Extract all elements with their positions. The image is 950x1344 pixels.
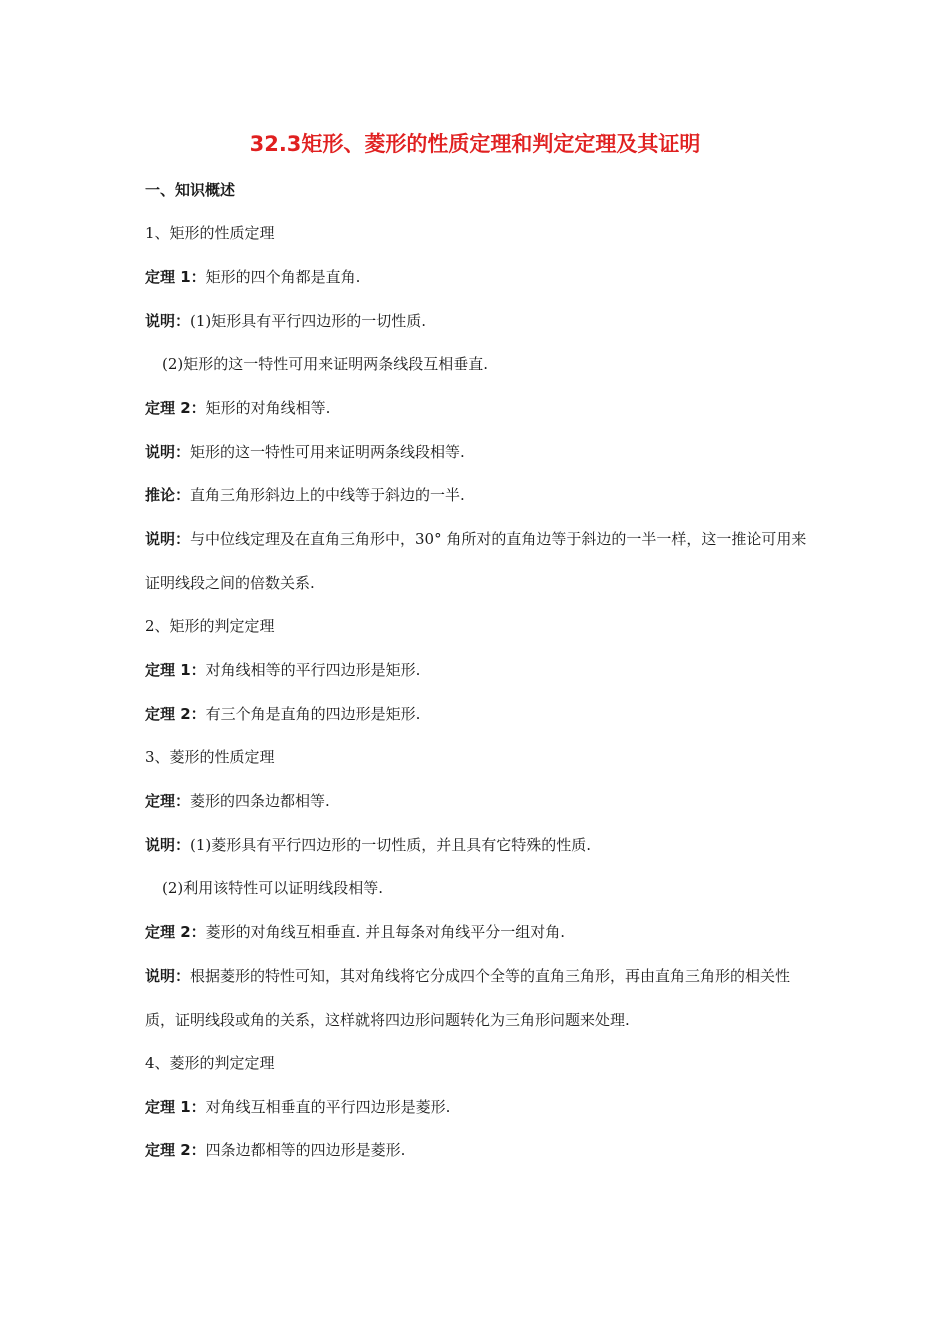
theorem-line bbox=[145, 1095, 810, 1119]
line-text: 与中位线定理及在直角三角形中，30° 角所对的直角边等于斜边的一半一样，这一推论可用来证明线段之间的倍数关系. bbox=[145, 530, 807, 592]
theorem-line bbox=[145, 1138, 810, 1162]
line-text: 对角线相等的平行四边形是矩形. bbox=[205, 661, 421, 679]
line-label: 定理： bbox=[145, 792, 191, 810]
line-text: 矩形的这一特性可用来证明两条线段相等. bbox=[190, 443, 465, 461]
line-text: 3、菱形的性质定理 bbox=[145, 748, 275, 766]
line-text: (1)矩形具有平行四边形的一切性质. bbox=[190, 312, 427, 330]
line-label: 定理 1： bbox=[145, 1098, 206, 1116]
theorem-line bbox=[145, 658, 810, 682]
line-label: 定理 2： bbox=[145, 705, 206, 723]
note-line bbox=[145, 309, 810, 333]
line-text: 根据菱形的特性可知，其对角线将它分成四个全等的直角三角形，再由直角三角形的相关性质，证明线段或角的关系，这样就将四边形问题转化为三角形问题来处理. bbox=[145, 967, 791, 1029]
line-text: 直角三角形斜边上的中线等于斜边的一半. bbox=[190, 486, 465, 504]
line-text: 4、菱形的判定定理 bbox=[145, 1054, 275, 1072]
line-text: 四条边都相等的四边形是菱形. bbox=[205, 1141, 406, 1159]
subsection-heading bbox=[145, 614, 810, 638]
note-paragraph bbox=[145, 954, 810, 1042]
theorem-line bbox=[145, 396, 810, 420]
subsection-heading bbox=[145, 221, 810, 245]
theorem-line bbox=[145, 702, 810, 726]
line-text: (2)利用该特性可以证明线段相等. bbox=[162, 879, 384, 897]
subsection-heading bbox=[145, 745, 810, 769]
line-label: 说明： bbox=[145, 967, 191, 985]
line-text: 菱形的对角线互相垂直. 并且每条对角线平分一组对角. bbox=[205, 923, 565, 941]
line-label: 说明： bbox=[145, 312, 191, 330]
corollary-line bbox=[145, 483, 810, 507]
line-label: 说明： bbox=[145, 530, 191, 548]
line-text: 1、矩形的性质定理 bbox=[145, 224, 275, 242]
line-label: 定理 1： bbox=[145, 268, 206, 286]
line-text: 矩形的对角线相等. bbox=[205, 399, 331, 417]
note-continuation bbox=[162, 352, 827, 376]
section-heading: 一、知识概述 bbox=[145, 181, 236, 199]
subsection-heading bbox=[145, 1051, 810, 1075]
line-label: 定理 2： bbox=[145, 1141, 206, 1159]
line-label: 说明： bbox=[145, 443, 191, 461]
line-label: 推论： bbox=[145, 486, 191, 504]
line-label: 定理 2： bbox=[145, 923, 206, 941]
line-text: 有三个角是直角的四边形是矩形. bbox=[205, 705, 421, 723]
note-line bbox=[145, 833, 810, 857]
theorem-line bbox=[145, 920, 810, 944]
document-title: 32.3矩形、菱形的性质定理和判定定理及其证明 bbox=[249, 132, 701, 156]
note-paragraph bbox=[145, 517, 810, 605]
line-text: (2)矩形的这一特性可用来证明两条线段互相垂直. bbox=[162, 355, 489, 373]
line-label: 定理 2： bbox=[145, 399, 206, 417]
line-text: 对角线互相垂直的平行四边形是菱形. bbox=[205, 1098, 451, 1116]
line-text: 矩形的四个角都是直角. bbox=[205, 268, 361, 286]
line-text: 2、矩形的判定定理 bbox=[145, 617, 275, 635]
theorem-line bbox=[145, 789, 810, 813]
note-line bbox=[145, 440, 810, 464]
theorem-line bbox=[145, 265, 810, 289]
line-text: 菱形的四条边都相等. bbox=[190, 792, 330, 810]
note-continuation bbox=[162, 876, 827, 900]
line-label: 定理 1： bbox=[145, 661, 206, 679]
line-label: 说明： bbox=[145, 836, 191, 854]
line-text: (1)菱形具有平行四边形的一切性质，并且具有它特殊的性质. bbox=[190, 836, 592, 854]
